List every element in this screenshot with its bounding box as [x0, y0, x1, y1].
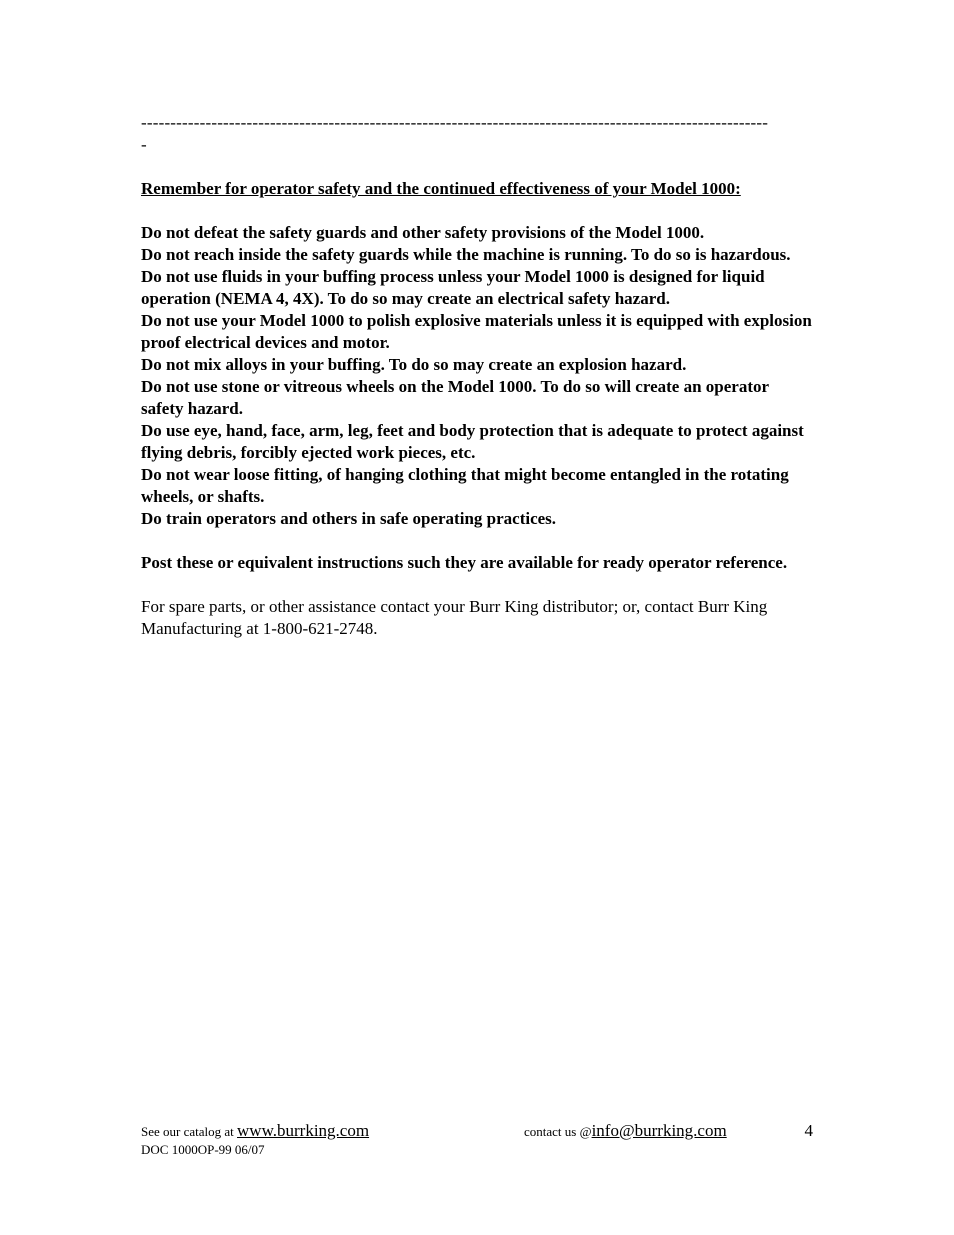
catalog-prefix: See our catalog at [141, 1124, 238, 1139]
document-code: DOC 1000OP-99 06/07 [141, 1142, 265, 1157]
safety-rule: Do not reach inside the safety guards while the machine is running. To do so is hazardous. [141, 245, 791, 264]
safety-rule: Do not use fluids in your buffing process unless your Model 1000 is designed for liquid operation (NEMA 4, 4X). To do so may create an electrical safety hazard. [141, 267, 765, 308]
safety-rules-list [141, 222, 813, 530]
spare-parts-contact-paragraph: For spare parts, or other assistance contact your Burr King distributor; or, contact Burr King Manufacturing at 1-800-621-2748. [141, 597, 768, 638]
safety-rule: Do train operators and others in safe operating practices. [141, 509, 557, 528]
dashed-separator-tail: - [141, 135, 147, 154]
safety-rule: Do not mix alloys in your buffing. To do so may create an explosion hazard. [141, 355, 687, 374]
footer-contact [524, 1120, 727, 1143]
page-number: 4 [804, 1121, 813, 1140]
safety-rule: Do not wear loose fitting, of hanging clothing that might become entangled in the rotating wheels, or shafts. [141, 465, 789, 506]
safety-rule: Do not use stone or vitreous wheels on the Model 1000. To do so will create an operator safety hazard. [141, 377, 769, 418]
footer-catalog [141, 1120, 369, 1143]
contact-prefix: contact us @ [524, 1124, 592, 1139]
dashed-separator: ----------------------------------------------------------------------------------------------------------- [141, 113, 769, 132]
safety-rule: Do not defeat the safety guards and other safety provisions of the Model 1000. [141, 223, 705, 242]
safety-heading: Remember for operator safety and the continued effectiveness of your Model 1000: [141, 179, 741, 198]
safety-rule: Do use eye, hand, face, arm, leg, feet and body protection that is adequate to protect against flying debris, forcibly ejected work pieces, etc. [141, 421, 804, 462]
post-instructions-note: Post these or equivalent instructions such they are available for ready operator reference. [141, 553, 788, 572]
catalog-link[interactable]: www.burrking.com [237, 1121, 370, 1140]
contact-email-link[interactable]: info@burrking.com [591, 1121, 727, 1140]
page-footer [141, 1120, 813, 1164]
page-content [141, 112, 813, 640]
safety-rule: Do not use your Model 1000 to polish explosive materials unless it is equipped with explosion proof electrical devices and motor. [141, 311, 812, 352]
